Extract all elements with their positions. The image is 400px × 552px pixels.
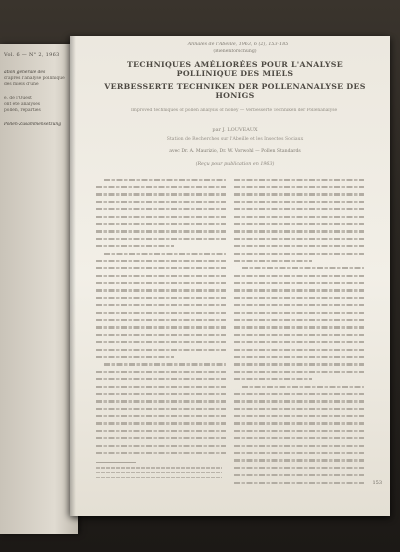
body-text-line <box>96 442 226 449</box>
left-page-header: Vol. 6 — N° 2, 1963 <box>4 52 60 58</box>
body-text-line <box>234 398 364 405</box>
body-text-line <box>96 435 226 442</box>
body-text-line <box>234 213 364 220</box>
body-text-line <box>96 191 226 198</box>
body-text-line <box>234 198 364 205</box>
body-text-line <box>96 279 226 286</box>
body-text-line <box>96 316 226 323</box>
left-page-line: pollen, réparties <box>4 108 41 113</box>
body-text-line <box>234 191 364 198</box>
body-text-line <box>234 339 364 346</box>
body-text-line <box>234 472 364 479</box>
body-text-line <box>96 398 226 405</box>
affiliation-secondary: avec Dr. A. Maurizio, Dr. W. Vorwohl — Pollen Standards <box>169 149 301 154</box>
received-date: (Reçu pour publication en 1963) <box>195 162 275 167</box>
left-page-line: d'après l'analyse pollinique <box>4 76 65 81</box>
body-text-line <box>234 479 364 486</box>
body-text-line <box>234 346 364 353</box>
body-text-line <box>234 287 364 294</box>
body-text-line <box>96 413 226 420</box>
body-text-line <box>234 405 364 412</box>
body-text-line <box>234 279 364 286</box>
left-page-gap <box>4 114 75 122</box>
body-text-line <box>96 361 226 368</box>
body-text-line <box>96 420 226 427</box>
left-page <box>0 44 78 534</box>
page-number: 153 <box>372 480 382 486</box>
body-text-line <box>96 353 226 360</box>
body-column-right <box>234 176 364 486</box>
article-page <box>70 36 390 516</box>
body-text-line <box>234 331 364 338</box>
body-text-line <box>234 265 364 272</box>
body-text-line <box>234 427 364 434</box>
body-text-line <box>96 272 226 279</box>
body-text-line <box>96 243 226 250</box>
body-text-line <box>96 368 226 375</box>
body-text-line <box>234 220 364 227</box>
body-text-line <box>96 183 226 190</box>
left-page-line: ation générale des <box>4 70 46 75</box>
body-text-line <box>234 183 364 190</box>
body-text-line <box>96 250 226 257</box>
body-text-line <box>234 390 364 397</box>
body-text-line <box>96 331 226 338</box>
body-text-line <box>234 272 364 279</box>
body-text-line <box>96 324 226 331</box>
body-text-line <box>234 257 364 264</box>
body-text-line <box>96 220 226 227</box>
footnote-rule <box>96 462 136 463</box>
author: par J. LOUVEAUX <box>212 127 258 133</box>
body-text-line <box>96 383 226 390</box>
body-text-line <box>96 176 226 183</box>
body-text-line <box>234 235 364 242</box>
body-text-line <box>96 376 226 383</box>
body-text-line <box>234 420 364 427</box>
left-page-line: des miels d'une <box>4 82 39 87</box>
body-text-line <box>96 346 226 353</box>
journal-reference-sub: (Bienenforschung) <box>213 49 257 54</box>
body-text-line <box>234 368 364 375</box>
body-text-line <box>234 316 364 323</box>
body-text-line <box>96 235 226 242</box>
left-page-line: e. de l'Ouest <box>4 96 32 101</box>
body-text-line <box>234 309 364 316</box>
body-text-line <box>234 413 364 420</box>
body-text-line <box>96 213 226 220</box>
body-text-line <box>96 228 226 235</box>
body-text-line <box>96 309 226 316</box>
body-text-line <box>96 339 226 346</box>
body-text-line <box>234 324 364 331</box>
left-page-line: ont été analysés <box>4 102 41 107</box>
body-text-line <box>96 206 226 213</box>
spine-shadow <box>70 36 76 516</box>
body-text-line <box>96 449 226 456</box>
body-text-line <box>234 442 364 449</box>
title-german: VERBESSERTE TECHNIKEN DER POLLENANALYSE DES HONIGS <box>104 82 366 100</box>
body-text-line <box>96 294 226 301</box>
body-column-left <box>96 176 226 457</box>
body-text-line <box>234 228 364 235</box>
body-text-line <box>234 353 364 360</box>
left-page-text <box>4 70 75 128</box>
body-text-line <box>96 302 226 309</box>
body-text-line <box>234 302 364 309</box>
affiliation: Station de Recherches sur l'Abeille et les Insectes Sociaux <box>166 137 304 142</box>
body-text-line <box>234 435 364 442</box>
body-text-line <box>234 243 364 250</box>
footnote-line <box>96 475 222 480</box>
body-text-line <box>234 176 364 183</box>
body-text-line <box>96 257 226 264</box>
body-text-line <box>96 405 226 412</box>
body-text-line <box>234 361 364 368</box>
title-french: TECHNIQUES AMÉLIORÉES POUR L'ANALYSE POLLINIQUE DES MIELS <box>127 60 343 78</box>
body-text-line <box>234 449 364 456</box>
body-text-line <box>234 464 364 471</box>
body-text-line <box>96 265 226 272</box>
body-text-line <box>234 250 364 257</box>
journal-reference: Annales de l'Abeille, 1963, 6 (2), 153-185 <box>187 42 289 47</box>
body-text-line <box>234 206 364 213</box>
body-text-line <box>234 294 364 301</box>
body-text-line <box>96 198 226 205</box>
body-text-line <box>234 457 364 464</box>
left-page-line: Pollen-Zusammensetzung <box>4 122 62 127</box>
footnote <box>96 466 222 480</box>
body-text-line <box>234 376 364 383</box>
body-text-line <box>96 427 226 434</box>
body-text-line <box>234 383 364 390</box>
body-text-line <box>96 287 226 294</box>
subtitle: Improved techniques of pollen analysis of honey — Verbesserte Techniken der Pollenanalyse <box>130 108 338 113</box>
left-page-gap <box>4 88 75 96</box>
body-text-line <box>96 390 226 397</box>
